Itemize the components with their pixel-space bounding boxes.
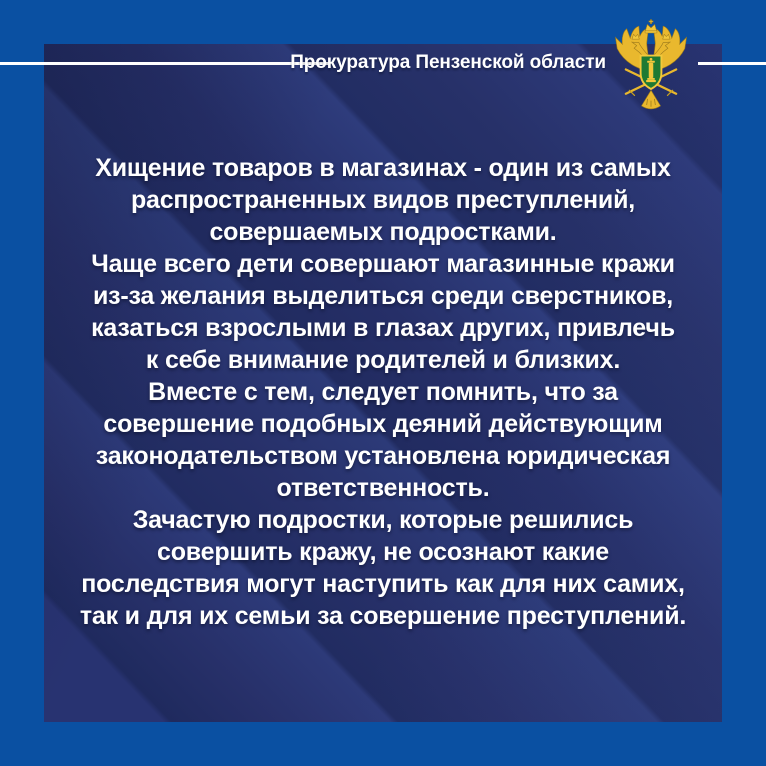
body-text-line: к себе внимание родителей и близких. — [145, 346, 621, 374]
body-text-line: последствия могут наступить как для них самих, — [81, 570, 685, 598]
header-rule-right — [698, 62, 766, 65]
body-text-line: совершение подобных деяний действующим — [103, 410, 663, 438]
body-text-line: Вместе с тем, следует помнить, что за — [148, 378, 618, 406]
org-title: Прокуратура Пензенской области — [290, 52, 606, 73]
header-rule-left — [0, 62, 329, 65]
body-text-line: совершить кражу, не осознают какие — [157, 538, 609, 566]
body-text-line: Хищение товаров в магазинах - один из самых — [95, 154, 671, 182]
prosecutor-eagle-emblem-icon — [612, 19, 690, 113]
body-text-line: законодательством установлена юридическая — [95, 442, 671, 470]
body-text-line: совершаемых подростками. — [209, 218, 557, 246]
body-text-line: Зачастую подростки, которые решились — [132, 506, 634, 534]
body-text-line: из-за желания выделиться среди сверстников, — [92, 282, 674, 310]
body-text-line: Чаще всего дети совершают магазинные кражи — [91, 250, 675, 278]
body-text-line: так и для их семьи за совершение преступлений. — [79, 602, 687, 630]
body-text-line: ответственность. — [276, 474, 490, 502]
body-text-line: казаться взрослыми в глазах других, привлечь — [91, 314, 675, 342]
body-text-line: распространенных видов преступлений, — [130, 186, 636, 214]
body-text — [44, 152, 722, 632]
